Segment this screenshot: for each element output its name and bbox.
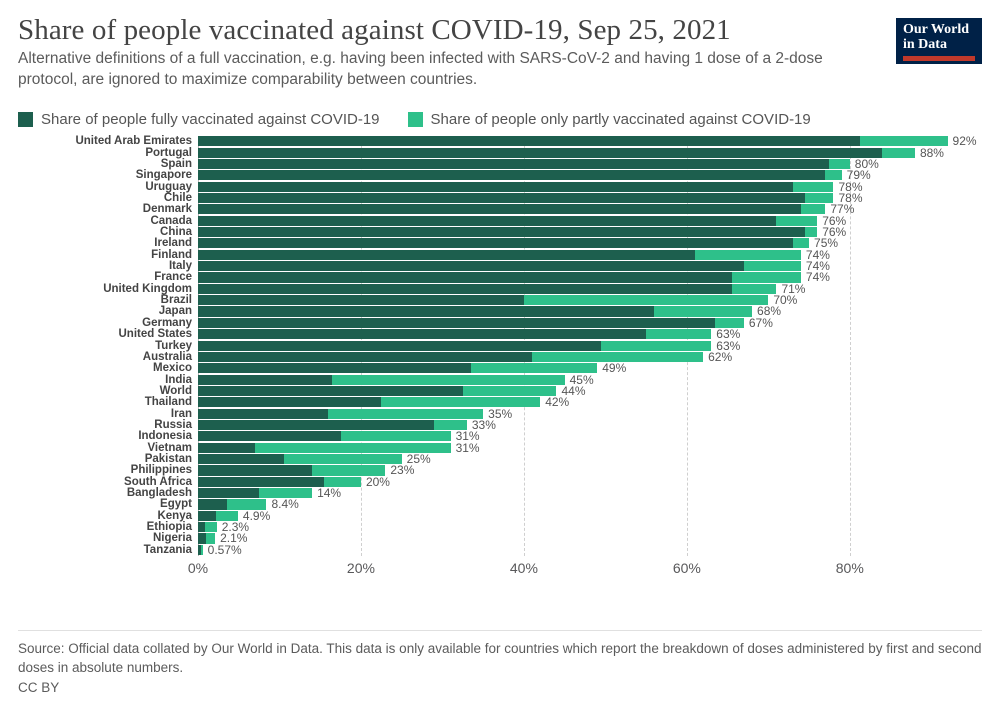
bar-row-label: United Arab Emirates (75, 135, 192, 148)
bar-value-label: 67% (748, 315, 773, 330)
bar-value-label: 68% (757, 304, 782, 319)
bar-segment-fully-vaccinated[interactable] (198, 341, 601, 351)
bar-row-label: Chile (163, 191, 192, 204)
bar-row[interactable] (170, 406, 972, 421)
bar-row[interactable] (154, 270, 972, 285)
bar-segment-fully-vaccinated[interactable] (198, 216, 776, 226)
bar-row[interactable] (138, 429, 972, 444)
bar-row-label: United States (118, 328, 192, 341)
bar-value-label: 31% (455, 440, 480, 455)
bar-segment-partly-vaccinated[interactable] (332, 375, 564, 385)
bar-row-label: Germany (142, 316, 192, 329)
chart-subtitle: Alternative definitions of a full vaccination, e.g. having been infected with SARS-CoV-2 and having 1 dose of a 2-dose protocol, are ignored to maximize comparability between countries. (18, 50, 823, 89)
bar-segment-fully-vaccinated[interactable] (198, 170, 825, 180)
bar-segment-fully-vaccinated[interactable] (198, 533, 206, 543)
license-note: CC BY (18, 679, 60, 695)
x-axis-tick: 80% (835, 560, 864, 577)
bar-segment-partly-vaccinated[interactable] (882, 148, 915, 158)
bar-segment-fully-vaccinated[interactable] (198, 261, 744, 271)
page-title: Share of people vaccinated against COVID-19, Sep 25, 2021 (18, 14, 731, 46)
bar-segment-fully-vaccinated[interactable] (198, 159, 829, 169)
bar-row[interactable] (75, 134, 977, 149)
bar-segment-partly-vaccinated[interactable] (341, 431, 451, 441)
bar-value-label: 35% (488, 406, 513, 421)
legend-label: Share of people fully vaccinated against COVID-19 (41, 111, 380, 129)
bar-value-label: 2.3% (221, 520, 250, 535)
bar-value-label: 92% (952, 134, 977, 149)
bar-row-label: Vietnam (147, 441, 192, 454)
bar-segment-partly-vaccinated[interactable] (793, 238, 809, 248)
bar-value-label: 25% (406, 452, 431, 467)
bar-segment-fully-vaccinated[interactable] (198, 397, 381, 407)
bar-row-label: Portugal (145, 146, 192, 159)
bar-row-label: Iran (170, 407, 192, 420)
chart-legend (18, 111, 982, 128)
bar-segment-partly-vaccinated[interactable] (860, 136, 948, 146)
bar-row[interactable] (158, 304, 972, 319)
bar-row-label: Singapore (135, 169, 192, 182)
bar-value-label: 71% (781, 281, 806, 296)
bar-segment-fully-vaccinated[interactable] (198, 363, 471, 373)
bar-value-label: 33% (471, 417, 496, 432)
bar-value-label: 23% (390, 463, 415, 478)
bar-row-label: Indonesia (138, 430, 192, 443)
bar-segment-fully-vaccinated[interactable] (198, 272, 732, 282)
bar-value-label: 76% (822, 213, 847, 228)
bar-row-label: Kenya (157, 509, 192, 522)
bar-value-label: 70% (773, 293, 798, 308)
bar-row-label: Mexico (153, 362, 192, 375)
bar-segment-fully-vaccinated[interactable] (198, 465, 312, 475)
bar-row-label: Pakistan (144, 453, 192, 466)
bar-segment-fully-vaccinated[interactable] (198, 148, 882, 158)
bar-row-label: China (160, 225, 192, 238)
bar-segment-fully-vaccinated[interactable] (198, 250, 695, 260)
bar-row-label: Brazil (160, 294, 192, 307)
bar-segment-fully-vaccinated[interactable] (198, 499, 227, 509)
logo-line-2: in Data (903, 36, 947, 52)
bar-row[interactable] (146, 520, 972, 535)
bar-segment-partly-vaccinated[interactable] (776, 216, 817, 226)
bar-row[interactable] (135, 168, 972, 183)
bar-segment-partly-vaccinated[interactable] (793, 182, 834, 192)
bar-row-label: India (165, 373, 192, 386)
bar-row-label: Turkey (155, 339, 192, 352)
logo-red-bar (903, 56, 975, 61)
bar-row-label: United Kingdom (103, 282, 192, 295)
bar-row[interactable] (126, 486, 972, 501)
bar-row[interactable] (118, 327, 972, 342)
bar-segment-fully-vaccinated[interactable] (198, 420, 434, 430)
bar-segment-fully-vaccinated[interactable] (198, 284, 732, 294)
bar-segment-fully-vaccinated[interactable] (198, 352, 532, 362)
bar-segment-partly-vaccinated[interactable] (825, 170, 841, 180)
x-axis-tick: 0% (187, 560, 209, 577)
bar-segment-fully-vaccinated[interactable] (198, 443, 255, 453)
x-axis-tick: 60% (672, 560, 701, 577)
bar-segment-fully-vaccinated[interactable] (198, 488, 259, 498)
bar-segment-fully-vaccinated[interactable] (198, 204, 801, 214)
bar-row-label: Nigeria (153, 532, 192, 545)
bar-segment-partly-vaccinated[interactable] (801, 204, 825, 214)
bar-value-label: 79% (846, 168, 871, 183)
bar-row-label: South Africa (124, 475, 192, 488)
x-axis (187, 560, 972, 580)
bar-value-label: 62% (708, 349, 733, 364)
bar-segment-partly-vaccinated[interactable] (601, 341, 711, 351)
bar-value-label: 63% (716, 327, 741, 342)
bar-row[interactable] (153, 361, 972, 376)
bar-row[interactable] (147, 440, 972, 455)
bar-row-label: Australia (142, 350, 192, 363)
bar-value-label: 42% (545, 395, 570, 410)
bar-row-label: Egypt (160, 498, 192, 511)
bar-segment-fully-vaccinated[interactable] (198, 409, 328, 419)
bar-row-label: Thailand (144, 396, 192, 409)
bar-segment-fully-vaccinated[interactable] (198, 431, 341, 441)
owid-logo[interactable] (896, 18, 982, 64)
bar-value-label: 0.57% (207, 542, 242, 557)
bar-segment-fully-vaccinated[interactable] (198, 477, 324, 487)
bar-value-label: 49% (602, 361, 627, 376)
bar-segment-partly-vaccinated[interactable] (328, 409, 483, 419)
bar-value-label: 88% (919, 145, 944, 160)
bar-row[interactable] (168, 259, 972, 274)
bar-row[interactable] (153, 531, 972, 546)
bar-row[interactable] (144, 452, 972, 467)
bar-row[interactable] (160, 293, 972, 308)
bar-row-label: Japan (158, 305, 192, 318)
bar-value-label: 8.4% (271, 497, 299, 512)
bar-row[interactable] (144, 395, 972, 410)
bar-segment-partly-vaccinated[interactable] (695, 250, 801, 260)
bar-row[interactable] (143, 542, 972, 557)
bar-row-label: Bangladesh (126, 487, 192, 500)
bar-row-label: Tanzania (143, 543, 192, 556)
bar-segment-partly-vaccinated[interactable] (201, 545, 202, 555)
bar-segment-partly-vaccinated[interactable] (463, 386, 557, 396)
bar-row[interactable] (163, 190, 972, 205)
bar-segment-fully-vaccinated[interactable] (198, 318, 715, 328)
bar-row[interactable] (154, 236, 972, 251)
bar-value-label: 74% (805, 259, 830, 274)
logo-line-1: Our World (903, 22, 970, 37)
bar-segment-fully-vaccinated[interactable] (198, 182, 793, 192)
legend-swatch (18, 112, 33, 127)
bar-row[interactable] (142, 315, 972, 330)
bar-segment-fully-vaccinated[interactable] (198, 454, 284, 464)
bar-row-label: France (154, 271, 192, 284)
bar-value-label: 4.9% (242, 508, 271, 523)
bar-segment-fully-vaccinated[interactable] (198, 295, 524, 305)
bar-row-label: Philippines (130, 464, 192, 477)
bar-row-label: Ethiopia (146, 521, 192, 534)
bar-row[interactable] (157, 508, 972, 523)
legend-swatch (408, 112, 423, 127)
bar-segment-fully-vaccinated[interactable] (198, 511, 216, 521)
bar-row[interactable] (155, 338, 972, 353)
bar-row[interactable] (130, 463, 972, 478)
bar-row-label: World (159, 384, 192, 397)
bar-value-label: 2.1% (220, 531, 248, 546)
bar-segment-partly-vaccinated[interactable] (732, 284, 777, 294)
bar-row[interactable] (159, 383, 972, 398)
bar-row-label: Canada (150, 214, 192, 227)
bar-row[interactable] (151, 247, 972, 262)
bar-row[interactable] (142, 349, 972, 364)
bar-rows (75, 134, 977, 557)
bar-segment-fully-vaccinated[interactable] (198, 375, 332, 385)
bar-value-label: 63% (716, 338, 741, 353)
bar-segment-partly-vaccinated[interactable] (805, 193, 834, 203)
bar-segment-fully-vaccinated[interactable] (198, 238, 793, 248)
bar-row-label: Ireland (154, 237, 192, 250)
bar-value-label: 76% (822, 224, 847, 239)
bar-row[interactable] (150, 213, 972, 228)
chart-footer (18, 630, 982, 697)
bar-value-label: 31% (455, 429, 480, 444)
source-note: Source: Official data collated by Our World in Data. This data is only available for countries which report the breakdown of doses administered by first and second doses in absolute numbers. (18, 641, 982, 675)
bar-segment-fully-vaccinated[interactable] (198, 193, 805, 203)
bar-segment-partly-vaccinated[interactable] (654, 306, 752, 316)
bar-value-label: 45% (569, 372, 594, 387)
bar-row[interactable] (160, 497, 972, 512)
bar-segment-fully-vaccinated[interactable] (198, 136, 860, 146)
x-axis-tick: 40% (509, 560, 538, 577)
bar-segment-partly-vaccinated[interactable] (312, 465, 385, 475)
bar-value-label: 20% (365, 474, 390, 489)
bar-segment-fully-vaccinated[interactable] (198, 386, 463, 396)
bar-segment-partly-vaccinated[interactable] (646, 329, 711, 339)
bar-segment-partly-vaccinated[interactable] (732, 272, 801, 282)
bar-segment-fully-vaccinated[interactable] (198, 227, 805, 237)
bar-value-label: 74% (805, 247, 830, 262)
bar-row[interactable] (142, 202, 972, 217)
bar-value-label: 44% (561, 383, 586, 398)
legend-item[interactable] (408, 111, 811, 128)
bar-row-label: Russia (154, 418, 192, 431)
bar-row-label: Spain (160, 157, 192, 170)
bar-segment-partly-vaccinated[interactable] (524, 295, 768, 305)
plot-region (75, 134, 977, 557)
x-axis-tick: 20% (346, 560, 375, 577)
bar-row[interactable] (103, 281, 972, 296)
bar-segment-partly-vaccinated[interactable] (205, 522, 216, 532)
bar-value-label: 14% (317, 486, 342, 501)
bar-value-label: 78% (838, 179, 863, 194)
bar-row[interactable] (160, 224, 972, 239)
bar-value-label: 75% (814, 236, 839, 251)
chart-header (18, 14, 982, 91)
bar-segment-partly-vaccinated[interactable] (381, 397, 540, 407)
bar-value-label: 74% (805, 270, 830, 285)
bar-value-label: 80% (854, 156, 879, 171)
bar-row-label: Italy (168, 260, 192, 273)
legend-item[interactable] (18, 111, 380, 128)
bar-segment-fully-vaccinated[interactable] (198, 329, 646, 339)
bar-segment-partly-vaccinated[interactable] (471, 363, 597, 373)
bar-value-label: 77% (830, 202, 855, 217)
bar-row[interactable] (124, 474, 972, 489)
bar-segment-partly-vaccinated[interactable] (284, 454, 402, 464)
legend-label: Share of people only partly vaccinated against COVID-19 (430, 111, 811, 129)
bar-segment-fully-vaccinated[interactable] (198, 522, 205, 532)
bar-segment-partly-vaccinated[interactable] (744, 261, 801, 271)
bar-segment-fully-vaccinated[interactable] (198, 306, 654, 316)
chart-area (18, 136, 982, 588)
bar-row-label: Finland (151, 248, 192, 261)
bar-row-label: Denmark (142, 203, 192, 216)
bar-value-label: 78% (838, 190, 863, 205)
bar-row[interactable] (154, 417, 972, 432)
bar-row-label: Uruguay (145, 180, 192, 193)
